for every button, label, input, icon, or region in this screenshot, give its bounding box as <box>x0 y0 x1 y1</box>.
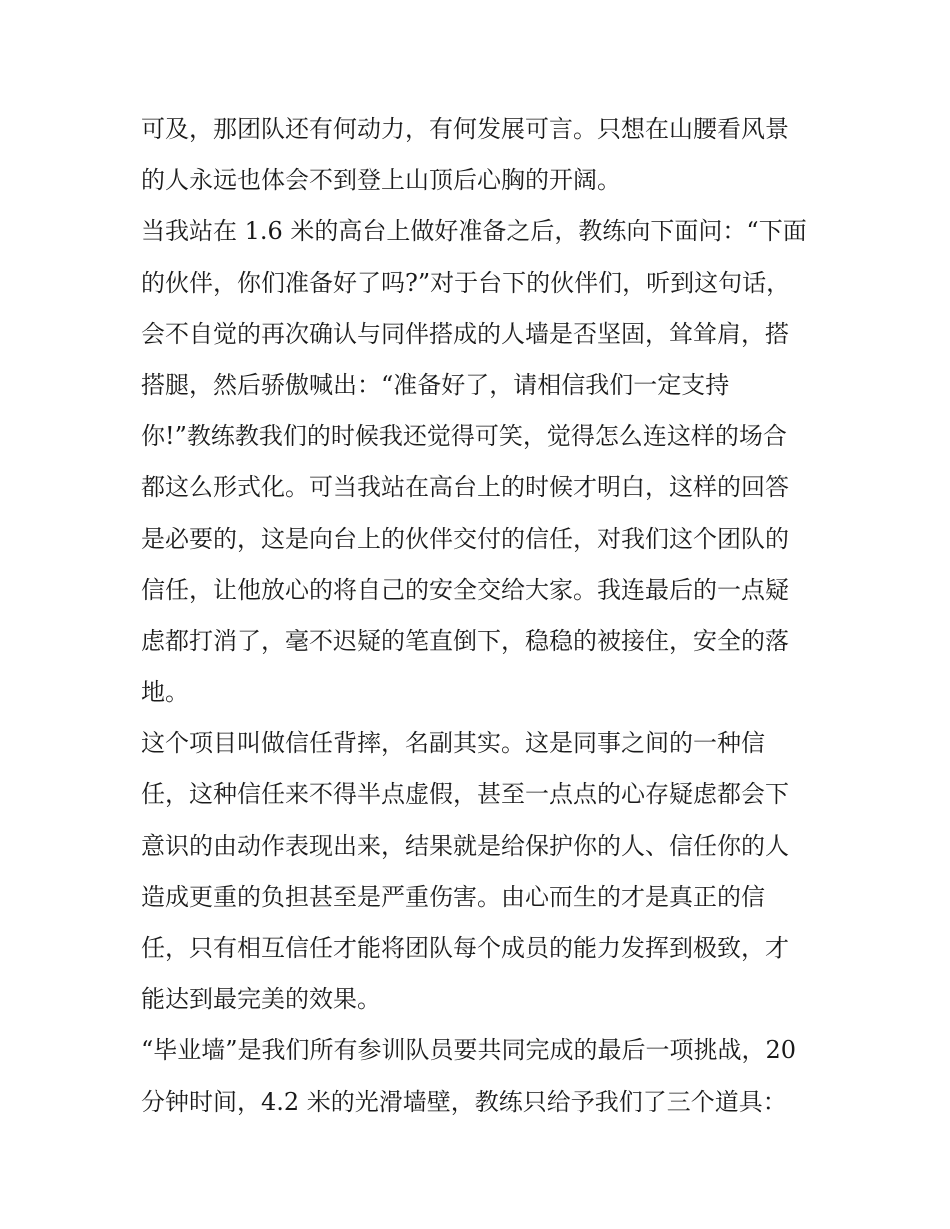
text-line: 可及，那团队还有何动力，有何发展可言。只想在山腰看风景 <box>141 115 789 143</box>
text-line: 的伙伴，你们准备好了吗?”对于台下的伙伴们，听到这句话， <box>141 268 791 297</box>
text-line: 的人永远也体会不到登上山顶后心胸的开阔。 <box>141 166 621 195</box>
text-line: 会不自觉的再次确认与同伴搭成的人墙是否坚固，耸耸肩，搭 <box>141 319 789 348</box>
text-line: 造成更重的负担甚至是严重伤害。由心而生的才是真正的信 <box>141 882 765 911</box>
text-line: 当我站在 1.6 米的高台上做好准备之后，教练向下面问：“下面 <box>141 217 807 246</box>
text-line: 分钟时间，4.2 米的光滑墙壁，教练只给予我们了三个道具： <box>141 1087 787 1116</box>
text-line: 搭腿，然后骄傲喊出：“准备好了，请相信我们一定支持 <box>141 370 730 399</box>
text-line: 虑都打消了，毫不迟疑的笔直倒下，稳稳的被接住，安全的落 <box>141 626 789 655</box>
text-line: 意识的由动作表现出来，结果就是给保护你的人、信任你的人 <box>141 831 789 860</box>
body-text <box>141 104 811 1128</box>
text-line: 你!”教练教我们的时候我还觉得可笑，觉得怎么连这样的场合 <box>141 422 787 451</box>
text-line: 这个项目叫做信任背摔，名副其实。这是同事之间的一种信 <box>141 729 765 758</box>
text-line: 任，这种信任来不得半点虚假，甚至一点点的心存疑虑都会下 <box>141 780 789 809</box>
text-line: 都这么形式化。可当我站在高台上的时候才明白，这样的回答 <box>141 473 789 502</box>
text-line: “毕业墙”是我们所有参训队员要共同完成的最后一项挑战，20 <box>141 1036 797 1065</box>
text-line: 信任，让他放心的将自己的安全交给大家。我连最后的一点疑 <box>141 575 789 604</box>
text-line: 任，只有相互信任才能将团队每个成员的能力发挥到极致，才 <box>141 934 789 962</box>
text-line: 是必要的，这是向台上的伙伴交付的信任，对我们这个团队的 <box>141 524 789 553</box>
text-line: 能达到最完美的效果。 <box>141 985 381 1014</box>
text-line: 地。 <box>141 678 189 707</box>
